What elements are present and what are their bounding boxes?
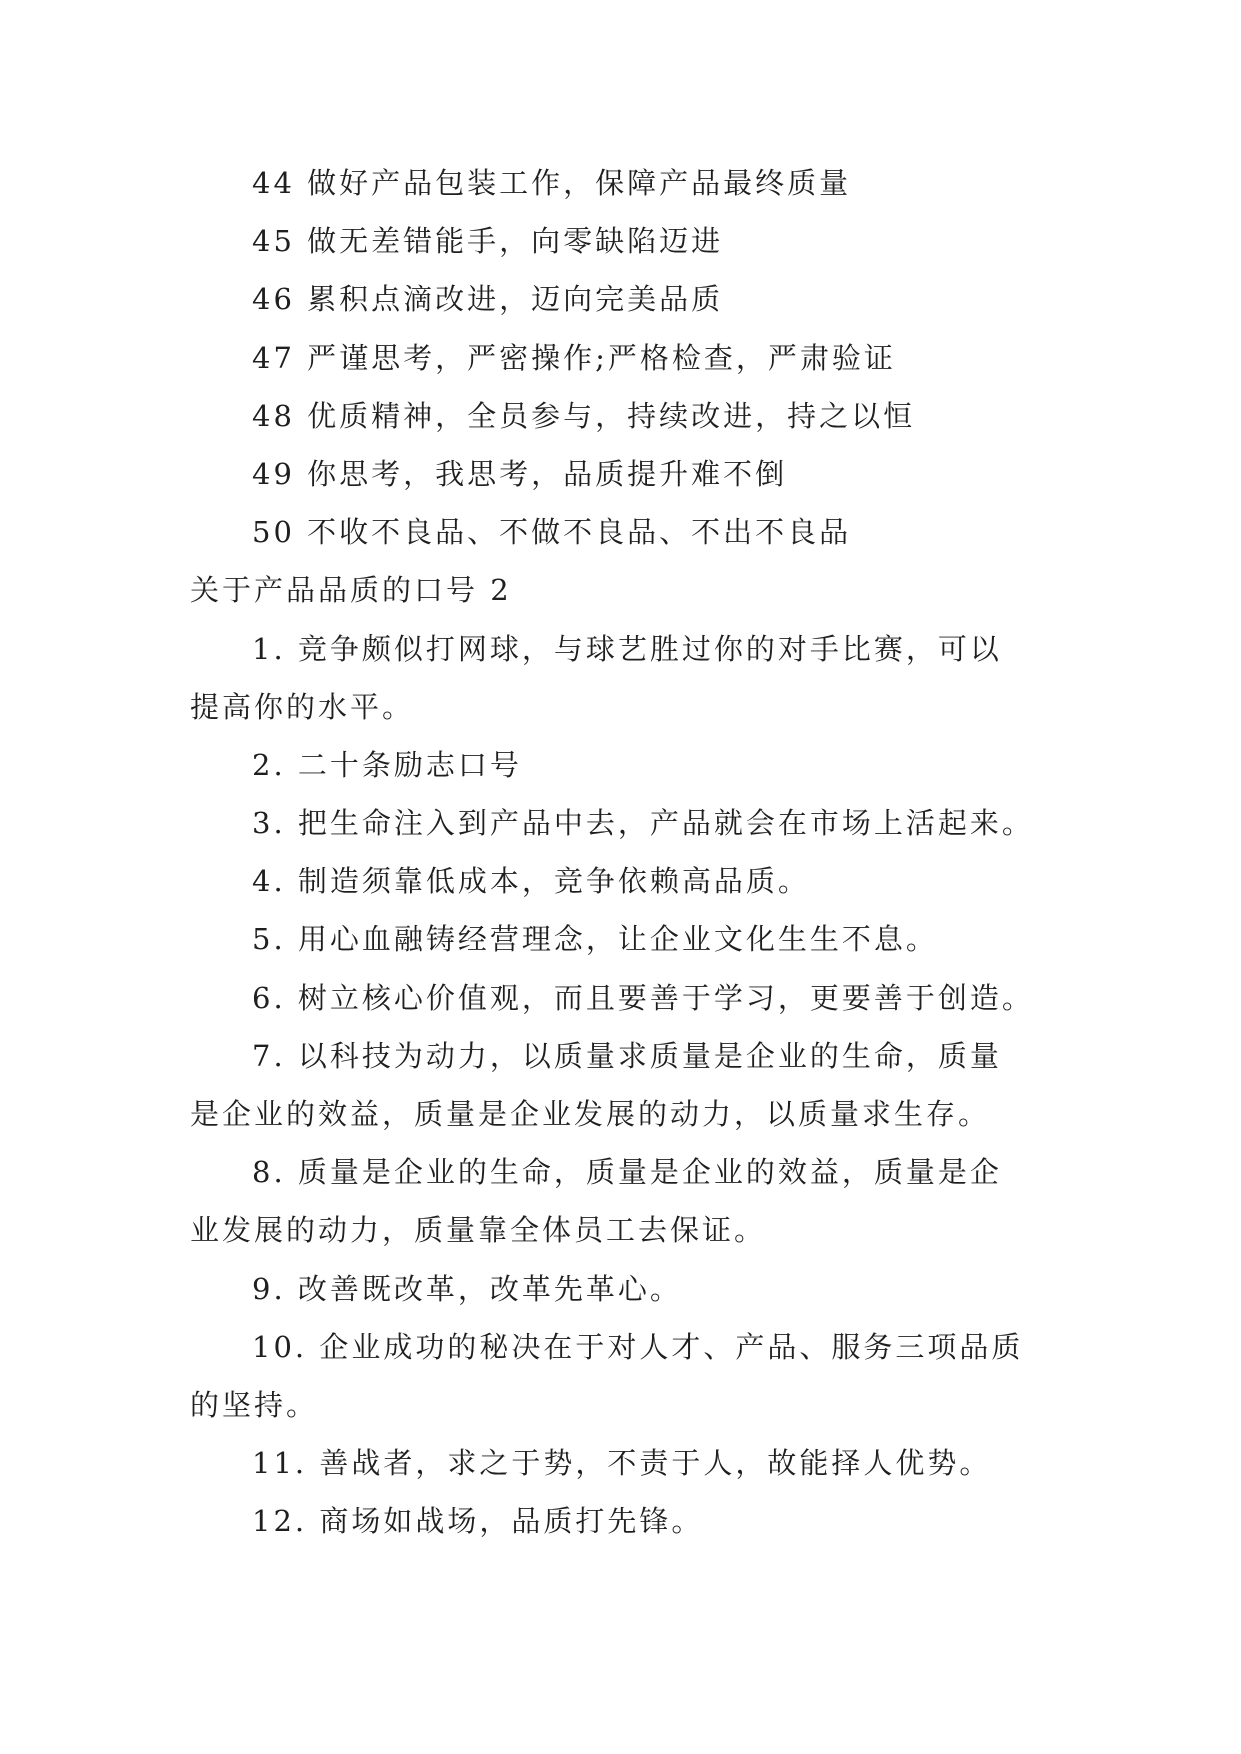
document-body (190, 154, 1070, 1551)
item-1-line-1: 1. 竞争颇似打网球，与球艺胜过你的对手比赛，可以 (252, 631, 1002, 666)
item-10-line-2: 的坚持。 (190, 1387, 319, 1422)
item-7-line-1: 7. 以科技为动力，以质量求质量是企业的生命，质量 (252, 1038, 1002, 1073)
item-3: 3. 把生命注入到产品中去，产品就会在市场上活起来。 (252, 806, 1034, 841)
slogan-50: 50 不收不良品、不做不良品、不出不良品 (252, 515, 852, 550)
item-9: 9. 改善既改革，改革先革心。 (252, 1271, 682, 1306)
item-5: 5. 用心血融铸经营理念，让企业文化生生不息。 (252, 922, 938, 957)
item-8-line-1: 8. 质量是企业的生命，质量是企业的效益，质量是企 (252, 1155, 1002, 1190)
slogan-46: 46 累积点滴改进，迈向完美品质 (252, 282, 724, 317)
section-title: 关于产品品质的口号 2 (190, 573, 512, 608)
item-4: 4. 制造须靠低成本，竞争依赖高品质。 (252, 864, 810, 899)
item-12: 12. 商场如战场，品质打先锋。 (252, 1504, 704, 1539)
item-1-line-2: 提高你的水平。 (190, 689, 415, 724)
item-7-line-2: 是企业的效益，质量是企业发展的动力，以质量求生存。 (190, 1097, 991, 1131)
slogan-47: 47 严谨思考，严密操作;严格检查，严肃验证 (252, 340, 896, 375)
slogan-44: 44 做好产品包装工作，保障产品最终质量 (252, 166, 852, 200)
item-8-line-2: 业发展的动力，质量靠全体员工去保证。 (190, 1213, 767, 1248)
item-6: 6. 树立核心价值观，而且要善于学习，更要善于创造。 (252, 980, 1034, 1015)
item-2: 2. 二十条励志口号 (252, 747, 522, 782)
slogan-45: 45 做无差错能手，向零缺陷迈进 (252, 224, 724, 259)
slogan-48: 48 优质精神，全员参与，持续改进，持之以恒 (252, 398, 916, 433)
slogan-49: 49 你思考，我思考，品质提升难不倒 (252, 456, 788, 491)
item-10-line-1: 10. 企业成功的秘决在于对人才、产品、服务三项品质 (252, 1329, 1024, 1364)
item-11: 11. 善战者，求之于势，不责于人，故能择人优势。 (252, 1446, 992, 1481)
